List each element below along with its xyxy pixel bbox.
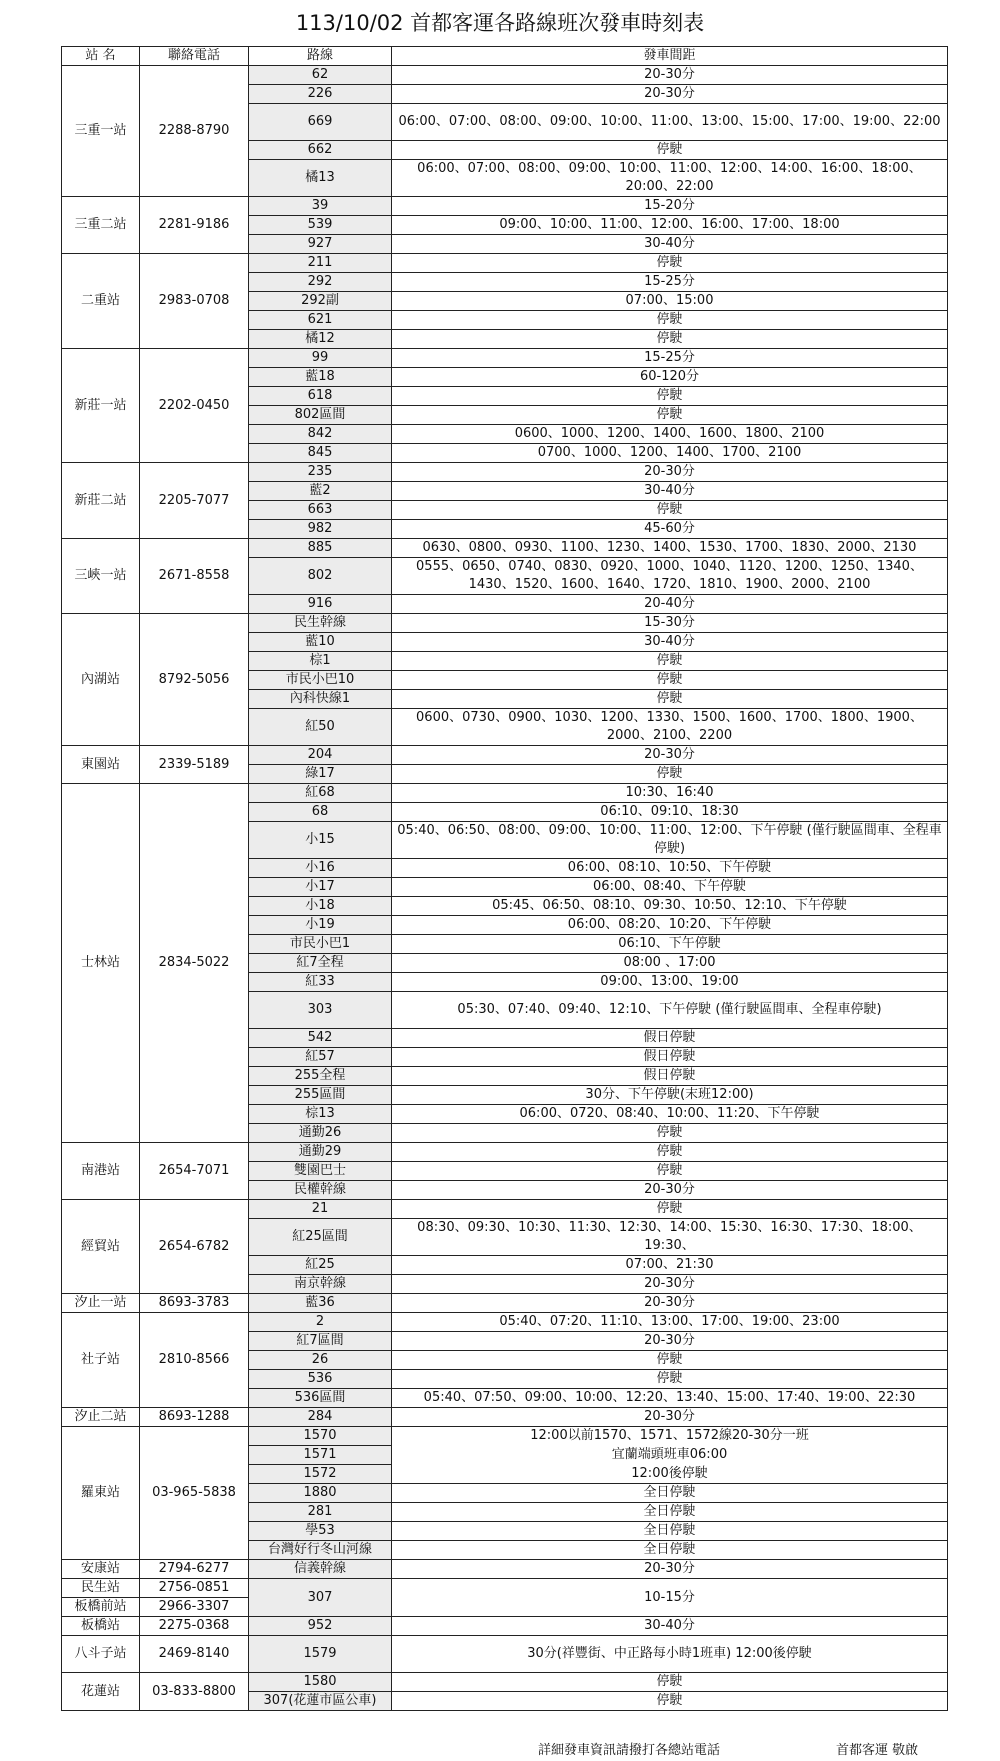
departure-interval: 30-40分 [392,235,948,254]
route-number: 235 [249,463,392,482]
route-number: 1580 [249,1673,392,1692]
station-name: 羅東站 [62,1427,140,1560]
station-phone: 2654-7071 [140,1143,249,1200]
departure-interval: 20-30分 [392,1332,948,1351]
departure-interval: 07:00、21:30 [392,1256,948,1275]
route-number: 藍18 [249,368,392,387]
station-name: 東園站 [62,746,140,784]
station-name: 社子站 [62,1313,140,1408]
header-phone: 聯絡電話 [140,47,249,66]
departure-interval: 30-40分 [392,633,948,652]
route-number: 小17 [249,878,392,897]
departure-interval: 05:30、07:40、09:40、12:10、下午停駛 (僅行駛區間車、全程車停駛) [392,992,948,1029]
departure-interval: 45-60分 [392,520,948,539]
departure-interval: 停駛 [392,1124,948,1143]
departure-interval: 0555、0650、0740、0830、0920、1000、1040、1120、1200、1250、1340、1430、1520、1600、1640、1720、1810、1900、2000、2100 [392,558,948,595]
departure-interval: 0630、0800、0930、1100、1230、1400、1530、1700、1830、2000、2130 [392,539,948,558]
departure-interval: 20-30分 [392,1181,948,1200]
departure-interval: 30分、下午停駛(末班12:00) [392,1086,948,1105]
departure-interval: 全日停駛 [392,1541,948,1560]
route-number: 1570 [249,1427,392,1446]
route-number: 26 [249,1351,392,1370]
departure-interval: 假日停駛 [392,1048,948,1067]
route-number: 紅57 [249,1048,392,1067]
route-number: 204 [249,746,392,765]
table-row [62,1636,948,1673]
station-name: 安康站 [62,1560,140,1579]
route-number: 1572 [249,1465,392,1484]
route-number: 663 [249,501,392,520]
station-phone: 8693-3783 [140,1294,249,1313]
table-row [62,1560,948,1579]
departure-interval: 15-25分 [392,273,948,292]
route-number: 內科快線1 [249,690,392,709]
route-number: 藍2 [249,482,392,501]
route-number: 211 [249,254,392,273]
header-station: 站 名 [62,47,140,66]
departure-interval: 06:00、0720、08:40、10:00、11:20、下午停駛 [392,1105,948,1124]
route-number: 307(花蓮市區公車) [249,1692,392,1711]
departure-interval: 20-30分 [392,66,948,85]
route-number: 雙園巴士 [249,1162,392,1181]
route-number: 536 [249,1370,392,1389]
departure-interval: 停駛 [392,652,948,671]
route-number: 學53 [249,1522,392,1541]
departure-interval: 12:00後停駛 [392,1465,948,1484]
departure-interval: 09:00、10:00、11:00、12:00、16:00、17:00、18:00 [392,216,948,235]
departure-interval: 0600、0730、0900、1030、1200、1330、1500、1600、1700、1800、1900、2000、2100、2200 [392,709,948,746]
station-name: 八斗子站 [62,1636,140,1673]
schedule-table [61,46,948,1711]
route-number: 669 [249,104,392,141]
station-name: 三重一站 [62,66,140,197]
table-row [62,1143,948,1162]
station-name: 板橋站 [62,1617,140,1636]
station-phone: 2834-5022 [140,784,249,1143]
station-name: 二重站 [62,254,140,349]
route-number: 紅33 [249,973,392,992]
route-number: 紅25區間 [249,1219,392,1256]
station-name: 內湖站 [62,614,140,746]
station-phone: 2654-6782 [140,1200,249,1294]
departure-interval: 05:45、06:50、08:10、09:30、10:50、12:10、下午停駛 [392,897,948,916]
route-number: 1571 [249,1446,392,1465]
departure-interval: 停駛 [392,1143,948,1162]
route-number: 小16 [249,859,392,878]
route-number: 1579 [249,1636,392,1673]
departure-interval: 0600、1000、1200、1400、1600、1800、2100 [392,425,948,444]
table-row [62,539,948,558]
route-number: 842 [249,425,392,444]
departure-interval: 30-40分 [392,1617,948,1636]
route-number: 民生幹線 [249,614,392,633]
route-number: 南京幹線 [249,1275,392,1294]
header-row [62,47,948,66]
station-name: 三峽一站 [62,539,140,614]
route-number: 255區間 [249,1086,392,1105]
departure-interval: 20-30分 [392,1560,948,1579]
departure-interval: 全日停駛 [392,1503,948,1522]
page-title: 113/10/02 首都客運各路線班次發車時刻表 [295,11,705,35]
departure-interval: 全日停駛 [392,1484,948,1503]
departure-interval: 停駛 [392,501,948,520]
departure-interval: 20-30分 [392,463,948,482]
route-number: 橘12 [249,330,392,349]
station-name: 花蓮站 [62,1673,140,1711]
departure-interval: 15-25分 [392,349,948,368]
departure-interval: 0700、1000、1200、1400、1700、2100 [392,444,948,463]
departure-interval: 20-30分 [392,1294,948,1313]
route-number: 信義幹線 [249,1560,392,1579]
station-phone: 2966-3307 [140,1598,249,1617]
route-number: 1880 [249,1484,392,1503]
route-number: 民權幹線 [249,1181,392,1200]
departure-interval: 06:00、07:00、08:00、09:00、10:00、11:00、12:00、14:00、16:00、18:00、20:00、22:00 [392,160,948,197]
route-number: 226 [249,85,392,104]
route-number: 255全程 [249,1067,392,1086]
route-number: 952 [249,1617,392,1636]
departure-interval: 30分(祥豐街、中正路每小時1班車) 12:00後停駛 [392,1636,948,1673]
route-number: 802 [249,558,392,595]
route-number: 紅68 [249,784,392,803]
departure-interval: 05:40、07:50、09:00、10:00、12:20、13:40、15:00、17:40、19:00、22:30 [392,1389,948,1408]
route-number: 927 [249,235,392,254]
table-row [62,66,948,85]
departure-interval: 06:00、08:10、10:50、下午停駛 [392,859,948,878]
station-phone: 2339-5189 [140,746,249,784]
departure-interval: 09:00、13:00、19:00 [392,973,948,992]
station-name: 民生站 [62,1579,140,1598]
route-number: 292副 [249,292,392,311]
departure-interval: 停駛 [392,690,948,709]
route-number: 通勤26 [249,1124,392,1143]
departure-interval: 20-30分 [392,85,948,104]
route-number: 885 [249,539,392,558]
departure-interval: 停駛 [392,1351,948,1370]
route-number: 536區間 [249,1389,392,1408]
route-number: 紅50 [249,709,392,746]
table-row [62,1617,948,1636]
station-name: 三重二站 [62,197,140,254]
station-name: 板橋前站 [62,1598,140,1617]
station-phone: 2275-0368 [140,1617,249,1636]
header-interval: 發車間距 [392,47,948,66]
departure-interval: 07:00、15:00 [392,292,948,311]
route-number: 68 [249,803,392,822]
table-row [62,614,948,633]
route-number: 802區間 [249,406,392,425]
route-number: 542 [249,1029,392,1048]
departure-interval: 08:00 、17:00 [392,954,948,973]
route-number: 284 [249,1408,392,1427]
table-row [62,1673,948,1692]
route-number: 539 [249,216,392,235]
route-number: 845 [249,444,392,463]
station-name: 士林站 [62,784,140,1143]
station-name: 汐止一站 [62,1294,140,1313]
departure-interval: 30-40分 [392,482,948,501]
station-phone: 8792-5056 [140,614,249,746]
table-row [62,197,948,216]
departure-interval: 15-20分 [392,197,948,216]
station-phone: 2810-8566 [140,1313,249,1408]
station-phone: 2756-0851 [140,1579,249,1598]
table-row [62,463,948,482]
route-number: 292 [249,273,392,292]
route-number: 916 [249,595,392,614]
station-phone: 2794-6277 [140,1560,249,1579]
route-number: 台灣好行冬山河線 [249,1541,392,1560]
route-number: 藍36 [249,1294,392,1313]
station-name: 新莊一站 [62,349,140,463]
departure-interval: 10-15分 [392,1579,948,1617]
table-row [62,1313,948,1332]
departure-interval: 假日停駛 [392,1029,948,1048]
route-number: 小18 [249,897,392,916]
departure-interval: 12:00以前1570、1571、1572線20-30分一班 [392,1427,948,1446]
footer-signature: 首都客運 敬啟 [836,1743,919,1758]
route-number: 621 [249,311,392,330]
departure-interval: 10:30、16:40 [392,784,948,803]
route-number: 紅7區間 [249,1332,392,1351]
route-number: 通勤29 [249,1143,392,1162]
table-row [62,254,948,273]
station-phone: 2983-0708 [140,254,249,349]
departure-interval: 20-40分 [392,595,948,614]
departure-interval: 停駛 [392,1162,948,1181]
departure-interval: 06:00、07:00、08:00、09:00、10:00、11:00、13:00、15:00、17:00、19:00、22:00 [392,104,948,141]
departure-interval: 停駛 [392,311,948,330]
departure-interval: 停駛 [392,406,948,425]
departure-interval: 全日停駛 [392,1522,948,1541]
departure-interval: 06:00、08:40、下午停駛 [392,878,948,897]
table-row [62,349,948,368]
station-name: 新莊二站 [62,463,140,539]
route-number: 21 [249,1200,392,1219]
departure-interval: 停駛 [392,1370,948,1389]
route-number: 39 [249,197,392,216]
route-number: 小15 [249,822,392,859]
station-name: 汐止二站 [62,1408,140,1427]
table-row [62,746,948,765]
station-name: 經貿站 [62,1200,140,1294]
route-number: 棕13 [249,1105,392,1124]
departure-interval: 停駛 [392,141,948,160]
route-number: 藍10 [249,633,392,652]
route-number: 紅25 [249,1256,392,1275]
route-number: 2 [249,1313,392,1332]
route-number: 市民小巴10 [249,671,392,690]
route-number: 市民小巴1 [249,935,392,954]
route-number: 棕1 [249,652,392,671]
departure-interval: 06:10、09:10、18:30 [392,803,948,822]
departure-interval: 停駛 [392,387,948,406]
station-phone: 2202-0450 [140,349,249,463]
departure-interval: 停駛 [392,765,948,784]
station-phone: 8693-1288 [140,1408,249,1427]
route-number: 紅7全程 [249,954,392,973]
departure-interval: 05:40、07:20、11:10、13:00、17:00、19:00、23:00 [392,1313,948,1332]
departure-interval: 20-30分 [392,1408,948,1427]
departure-interval: 15-30分 [392,614,948,633]
route-number: 橘13 [249,160,392,197]
departure-interval: 停駛 [392,1673,948,1692]
station-name: 南港站 [62,1143,140,1200]
departure-interval: 20-30分 [392,746,948,765]
route-number: 綠17 [249,765,392,784]
route-number: 62 [249,66,392,85]
header-route: 路線 [249,47,392,66]
route-number: 281 [249,1503,392,1522]
table-row [62,1579,948,1598]
departure-interval: 停駛 [392,671,948,690]
footer-note: 詳細發車資訊請撥打各總站電話 [538,1743,721,1758]
departure-interval: 20-30分 [392,1275,948,1294]
departure-interval: 06:10、下午停駛 [392,935,948,954]
route-number: 982 [249,520,392,539]
departure-interval: 60-120分 [392,368,948,387]
station-phone: 2205-7077 [140,463,249,539]
departure-interval: 停駛 [392,1692,948,1711]
station-phone: 2671-8558 [140,539,249,614]
departure-interval: 06:00、08:20、10:20、下午停駛 [392,916,948,935]
station-phone: 2281-9186 [140,197,249,254]
departure-interval: 停駛 [392,254,948,273]
departure-interval: 宜蘭端頭班車06:00 [392,1446,948,1465]
departure-interval: 停駛 [392,330,948,349]
departure-interval: 08:30、09:30、10:30、11:30、12:30、14:00、15:30、16:30、17:30、18:00、19:30、 [392,1219,948,1256]
station-phone: 03-965-5838 [140,1427,249,1560]
station-phone: 2288-8790 [140,66,249,197]
table-row [62,1200,948,1219]
route-number: 307 [249,1579,392,1617]
route-number: 小19 [249,916,392,935]
route-number: 99 [249,349,392,368]
schedule-body [62,66,948,1711]
route-number: 618 [249,387,392,406]
departure-interval: 05:40、06:50、08:00、09:00、10:00、11:00、12:00、下午停駛 (僅行駛區間車、全程車停駛) [392,822,948,859]
table-row [62,1294,948,1313]
station-phone: 2469-8140 [140,1636,249,1673]
departure-interval: 停駛 [392,1200,948,1219]
route-number: 303 [249,992,392,1029]
table-row [62,784,948,803]
table-row [62,1408,948,1427]
station-phone: 03-833-8800 [140,1673,249,1711]
departure-interval: 假日停駛 [392,1067,948,1086]
table-row [62,1427,948,1446]
route-number: 662 [249,141,392,160]
